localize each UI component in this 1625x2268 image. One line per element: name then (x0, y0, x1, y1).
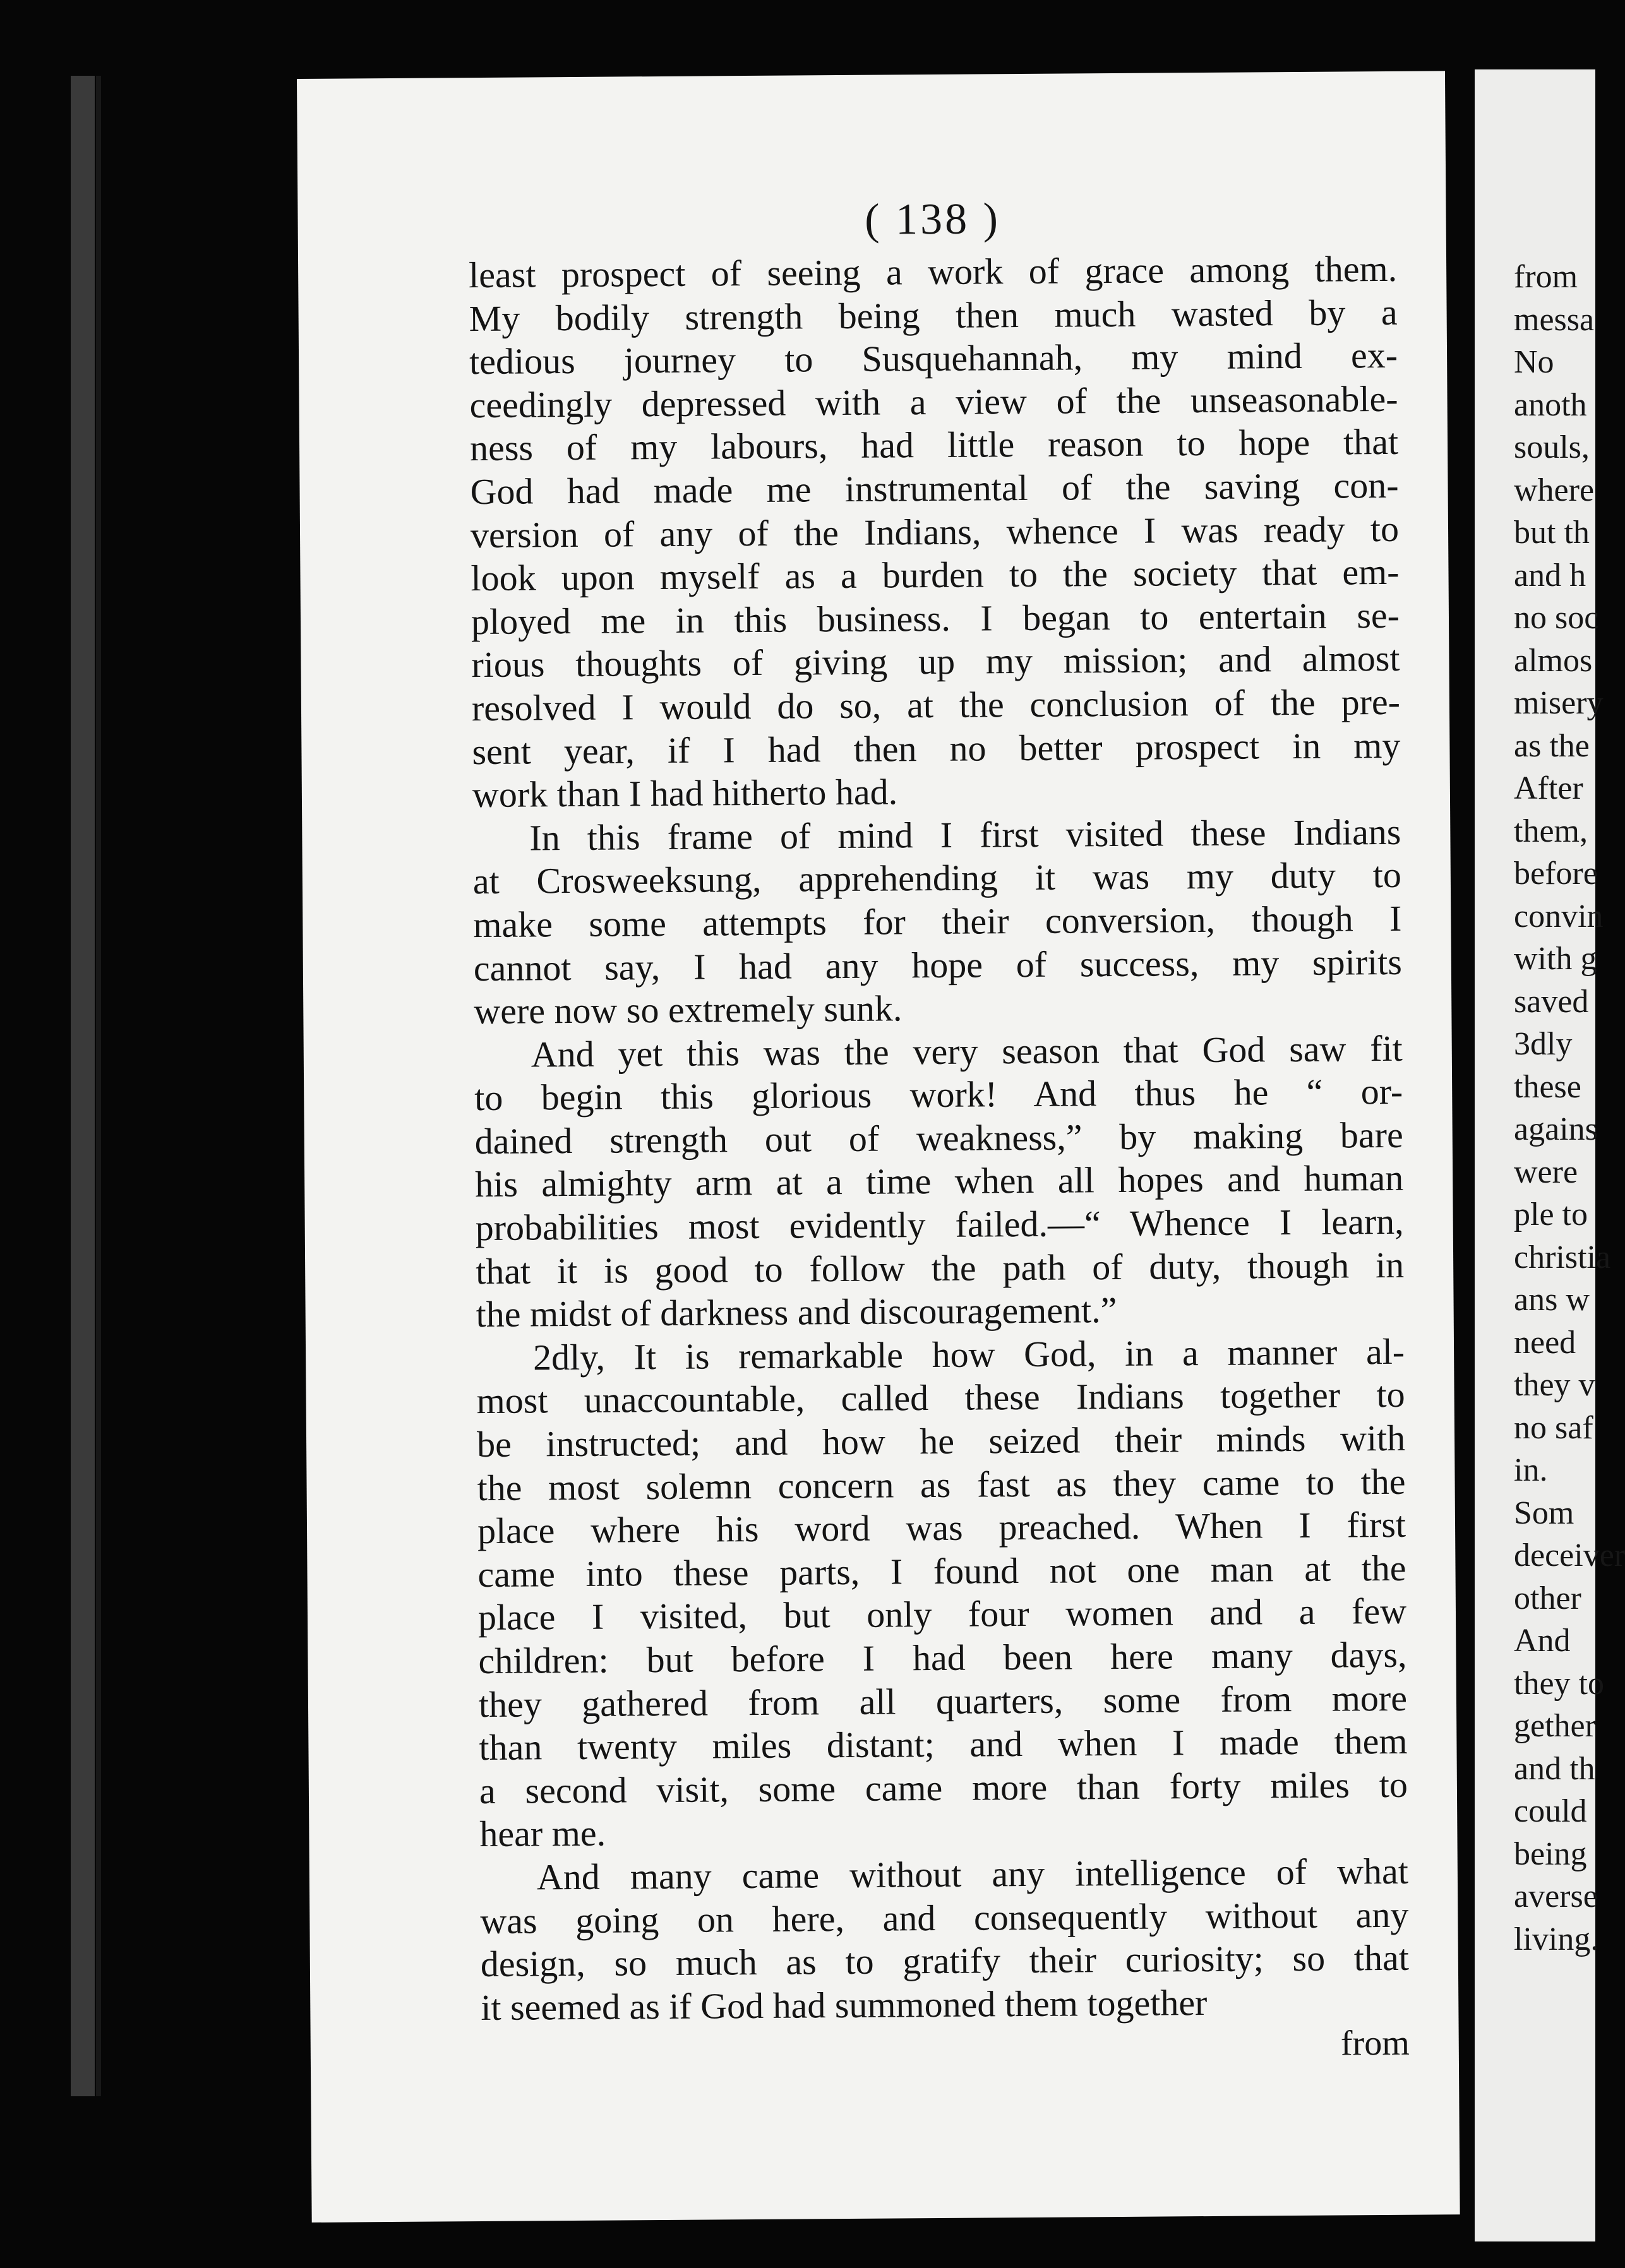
facing-page-line: saved (1514, 983, 1589, 1020)
facing-page-line: No (1514, 344, 1554, 380)
facing-page-line: they v (1514, 1367, 1595, 1403)
text-line: ployed me in this business. I began to entertain se- (471, 594, 1400, 642)
facing-page-line: christia (1514, 1239, 1611, 1275)
facing-page-line: souls, (1514, 429, 1590, 465)
text-line: hear me. (479, 1813, 606, 1855)
facing-page-line: these (1514, 1068, 1581, 1105)
facing-page-line: in. (1514, 1452, 1548, 1488)
binding-shadow (96, 76, 101, 2096)
facing-page-line: living. (1514, 1921, 1599, 1957)
facing-page-line: averse (1514, 1878, 1598, 1914)
text-line: look upon myself as a burden to the society that em- (471, 551, 1400, 599)
facing-page-line: deceiver (1514, 1537, 1625, 1573)
text-line: In this frame of mind I first visited these Indians (529, 811, 1401, 859)
page-body (469, 248, 1410, 2030)
facing-page-line: Som (1514, 1495, 1574, 1531)
text-line: at Crosweeksung, apprehending it was my duty to (472, 854, 1402, 902)
facing-page-text (1514, 256, 1625, 1961)
catchword: from (1340, 2024, 1410, 2063)
text-line: the midst of darkness and discouragement.” (476, 1289, 1117, 1335)
text-line: And many came without any intelligence of what (536, 1850, 1409, 1898)
facing-page-line: being (1514, 1835, 1587, 1872)
text-line: be instructed; and how he seized their minds with (476, 1417, 1406, 1465)
text-line: ceedingly depressed with a view of the unseasonable- (469, 378, 1398, 426)
text-line: probabilities most evidently failed.—“ Whence I learn, (475, 1200, 1404, 1249)
text-line: most unaccountable, called these Indians together to (476, 1374, 1405, 1422)
text-line: sent year, if I had then no better prospect in my (472, 724, 1401, 772)
page-text-block (468, 188, 1410, 2070)
facing-page-line: but th (1514, 515, 1590, 551)
text-line: ness of my labours, had little reason to hope that (469, 421, 1399, 469)
text-line: his almighty arm at a time when all hopes and human (475, 1157, 1404, 1205)
facing-page-line: as the (1514, 727, 1590, 764)
facing-page-line: other (1514, 1580, 1581, 1616)
text-line: the most solemn concern as fast as they came to the (477, 1460, 1406, 1508)
text-line: resolved I would do so, at the conclusion of the pre- (471, 681, 1401, 729)
text-line: work than I had hitherto had. (472, 771, 898, 816)
facing-page-line: need (1514, 1324, 1576, 1361)
facing-page-edge (1475, 69, 1625, 2241)
facing-page-line: 3dly (1514, 1026, 1573, 1062)
facing-page-line: no saf (1514, 1409, 1593, 1446)
text-line: a second visit, some came more than forty miles to (479, 1764, 1408, 1811)
text-line: 2dly, It is remarkable how God, in a manner al- (532, 1330, 1405, 1378)
text-line: children: but before I had been here many days, (478, 1633, 1407, 1682)
text-line: came into these parts, I found not one man at the (477, 1547, 1406, 1595)
facing-page-line: And (1514, 1623, 1571, 1659)
facing-page-line: ple to (1514, 1197, 1588, 1232)
facing-page-line: almos (1514, 642, 1593, 679)
text-line: My bodily strength being then much wasted by a (469, 291, 1398, 339)
facing-page-line: and th (1514, 1750, 1595, 1787)
text-line: to begin this glorious work! And thus he “ or- (474, 1071, 1403, 1119)
facing-page-line: no soc (1514, 600, 1599, 636)
facing-page-line: were (1514, 1154, 1578, 1190)
text-line: place where his word was preached. When I first (477, 1504, 1406, 1552)
book-page-138 (297, 71, 1460, 2223)
text-line: it seemed as if God had summoned them together (481, 1981, 1208, 2028)
facing-page-line: and h (1514, 557, 1586, 594)
facing-page-line: them, (1514, 813, 1588, 849)
text-line: than twenty miles distant; and when I made them (479, 1720, 1408, 1769)
facing-page-line: before (1514, 856, 1598, 892)
text-line: place I visited, but only four women and a few (477, 1591, 1407, 1638)
page-number: ( 138 ) (864, 194, 1001, 244)
facing-page-line: could (1514, 1793, 1587, 1829)
facing-page-line: agains (1514, 1111, 1598, 1147)
text-line: least prospect of seeing a work of grace among them. (468, 248, 1398, 296)
facing-page-line: gether (1514, 1708, 1596, 1744)
text-line: And yet this was the very season that God saw fit (531, 1027, 1403, 1075)
facing-page-line: they to (1514, 1665, 1604, 1702)
text-line: were now so extremely sunk. (474, 988, 902, 1032)
text-line: design, so much as to gratify their curiosity; so that (480, 1937, 1410, 1985)
binding-edge-left (71, 76, 95, 2096)
text-line: dained strength out of weakness,” by making bare (474, 1114, 1403, 1162)
facing-page-line: misery (1514, 685, 1604, 721)
facing-page-line: convin (1514, 898, 1604, 934)
facing-page-line: messa (1514, 301, 1595, 338)
text-line: version of any of the Indians, whence I was ready to (470, 508, 1400, 556)
facing-page-line: ans w (1514, 1282, 1590, 1318)
text-line: rious thoughts of giving up my mission; and almost (471, 638, 1400, 686)
text-line: was going on here, and consequently without any (480, 1894, 1409, 1942)
text-line: make some attempts for their conversion, though I (473, 897, 1402, 945)
facing-page-line: anoth (1514, 386, 1587, 423)
text-line: cannot say, I had any hope of success, my spirits (473, 941, 1403, 989)
facing-page-line: where (1514, 472, 1595, 508)
text-line: tedious journey to Susquehannah, my mind ex- (469, 335, 1398, 383)
facing-page-line: After (1514, 770, 1583, 806)
text-line: that it is good to follow the path of duty, though in (475, 1244, 1405, 1292)
text-line: God had made me instrumental of the saving con- (470, 464, 1399, 513)
facing-page-line: with g (1514, 941, 1597, 977)
facing-page-line: from (1514, 259, 1578, 295)
text-line: they gathered from all quarters, some from more (478, 1677, 1408, 1725)
